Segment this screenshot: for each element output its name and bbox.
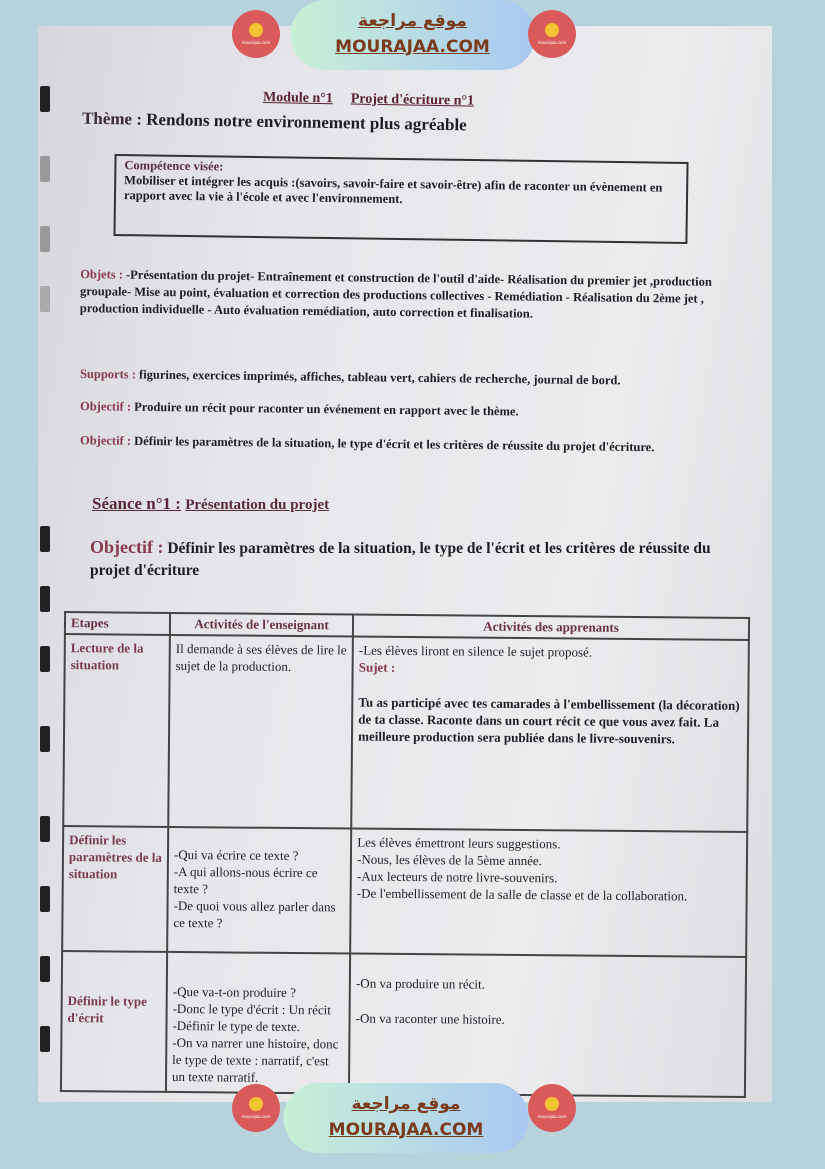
apprenants-cell <box>350 829 747 957</box>
watermark-latin: MOURAJAA.COM <box>328 1120 484 1140</box>
enseignant-cell <box>168 635 353 829</box>
line: -A qui allons-nous écrire ce texte ? <box>173 863 318 897</box>
line: -On va raconter une histoire. <box>355 1010 505 1027</box>
line: Tu as participé avec tes camarades à l'embellissement (la décoration) de ta classe. Raconte dans un court récit ce que vous avez fait. La meilleure production sera publiée dans le livre-souvenirs. <box>358 694 740 747</box>
competence-box <box>113 154 688 244</box>
apprenants-cell <box>351 637 749 832</box>
supports-text: figurines, exercices imprimés, affiches, tableau vert, cahiers de recherche, journal de bord. <box>135 367 621 388</box>
objectif-label: Objectif : <box>79 399 132 414</box>
watermark-latin: MOURAJAA.COM <box>335 37 490 57</box>
supports <box>80 366 770 391</box>
line: -Qui va écrire ce texte ? <box>173 846 299 864</box>
seance-heading <box>92 494 329 514</box>
theme-text: Rendons notre environnement plus agréable <box>146 109 467 135</box>
supports-label: Supports : <box>79 366 137 382</box>
watermark-arabic: موقع مراجعة <box>358 11 467 31</box>
line: -Que va-t-on produire ? <box>172 983 296 1001</box>
document-page <box>38 26 772 1102</box>
objectif-label: Objectif : <box>79 433 132 448</box>
competence-label: Compétence visée: <box>124 158 224 174</box>
badge-text: mourajaa.com <box>537 40 567 45</box>
line: Les élèves émettront leurs suggestions. <box>357 834 561 852</box>
objectif-1 <box>80 398 720 423</box>
objectif-text: Définir les paramètres de la situation, le type d'écrit et les critères de réussite du projet d'écriture. <box>130 433 655 455</box>
enseignant-cell <box>166 952 350 1094</box>
badge-text: mourajaa.com <box>537 1114 567 1119</box>
logo-badge-icon <box>528 1084 576 1132</box>
etape-cell: Lecture de la situation <box>63 634 170 827</box>
table-row <box>62 826 747 957</box>
projet-label: Projet d'écriture n°1 <box>350 91 475 109</box>
seance-label: Séance n°1 : <box>92 494 181 513</box>
line: -Nous, les élèves de la 5ème année. <box>357 851 542 869</box>
seance-title: Présentation du projet <box>185 497 330 513</box>
line: -On va produire un récit. <box>355 975 485 992</box>
line: Sujet : <box>358 659 396 675</box>
activities-table <box>60 611 750 1098</box>
watermark-banner-top[interactable] <box>290 0 535 70</box>
table-row <box>61 951 746 1097</box>
etape-cell: Définir le type d'écrit <box>61 951 167 1092</box>
seance-objectif <box>90 536 730 582</box>
line: -On va narrer une histoire, donc le type de texte : narratif, c'est un texte narratif. <box>171 1034 339 1085</box>
logo-badge-icon <box>528 10 576 58</box>
enseignant-cell <box>167 827 351 954</box>
binding-holes <box>38 86 52 1096</box>
competence-text: Mobiliser et intégrer les acquis :(savoirs, savoir-faire et savoir-être) afin de raconter un évènement en rapport avec la vie à l'école et avec l'environnement. <box>123 173 663 207</box>
etape-cell: Définir les paramètres de la situation <box>62 826 168 952</box>
line: -De quoi vous allez parler dans ce texte ? <box>173 897 336 931</box>
table-row <box>63 634 749 832</box>
line: -Donc le type d'écrit : Un récit <box>172 1000 331 1018</box>
header-enseignant: Activités de l'enseignant <box>170 613 353 637</box>
objectif-text: Définir les paramètres de la situation, le type de l'écrit et les critères de réussite du projet d'écriture <box>90 540 711 579</box>
logo-badge-icon <box>232 10 280 58</box>
objectif-text: Produire un récit pour raconter un événement en rapport avec le thème. <box>130 399 519 419</box>
theme-label: Thème : <box>81 108 143 129</box>
line: -De l'embellissement de la salle de classe et de la collaboration. <box>356 885 688 904</box>
watermark-arabic: موقع مراجعة <box>351 1094 461 1114</box>
objectif-2 <box>80 432 700 457</box>
header-apprenants: Activités des apprenants <box>353 615 749 640</box>
line: -Définir le type de texte. <box>172 1017 300 1035</box>
module-title <box>263 90 492 110</box>
objets <box>80 266 721 325</box>
line: -Les élèves liront en silence le sujet proposé. <box>358 642 593 660</box>
header-etapes: Etapes <box>65 612 170 635</box>
apprenants-cell <box>349 954 746 1097</box>
line: Il demande à ses élèves de lire le sujet de la production. <box>175 640 347 674</box>
badge-text: mourajaa.com <box>241 40 271 45</box>
badge-text: mourajaa.com <box>241 1114 271 1119</box>
logo-badge-icon <box>232 1084 280 1132</box>
objets-text: -Présentation du projet- Entraînement et construction de l'outil d'aide- Réalisation du premier jet ,production groupale- Mise au point, évaluation et correction des productions collectives - Remédiation - Réalisation du 2ème jet , production individuelle - Auto évaluation remédiation, auto correction et finalisation. <box>79 267 712 321</box>
theme <box>82 109 467 136</box>
watermark-banner-bottom[interactable] <box>284 1083 529 1153</box>
module-label: Module n°1 <box>262 90 333 107</box>
objectif-label: Objectif : <box>90 537 164 557</box>
line: -Aux lecteurs de notre livre-souvenirs. <box>356 868 558 886</box>
objets-label: Objets : <box>80 267 124 282</box>
